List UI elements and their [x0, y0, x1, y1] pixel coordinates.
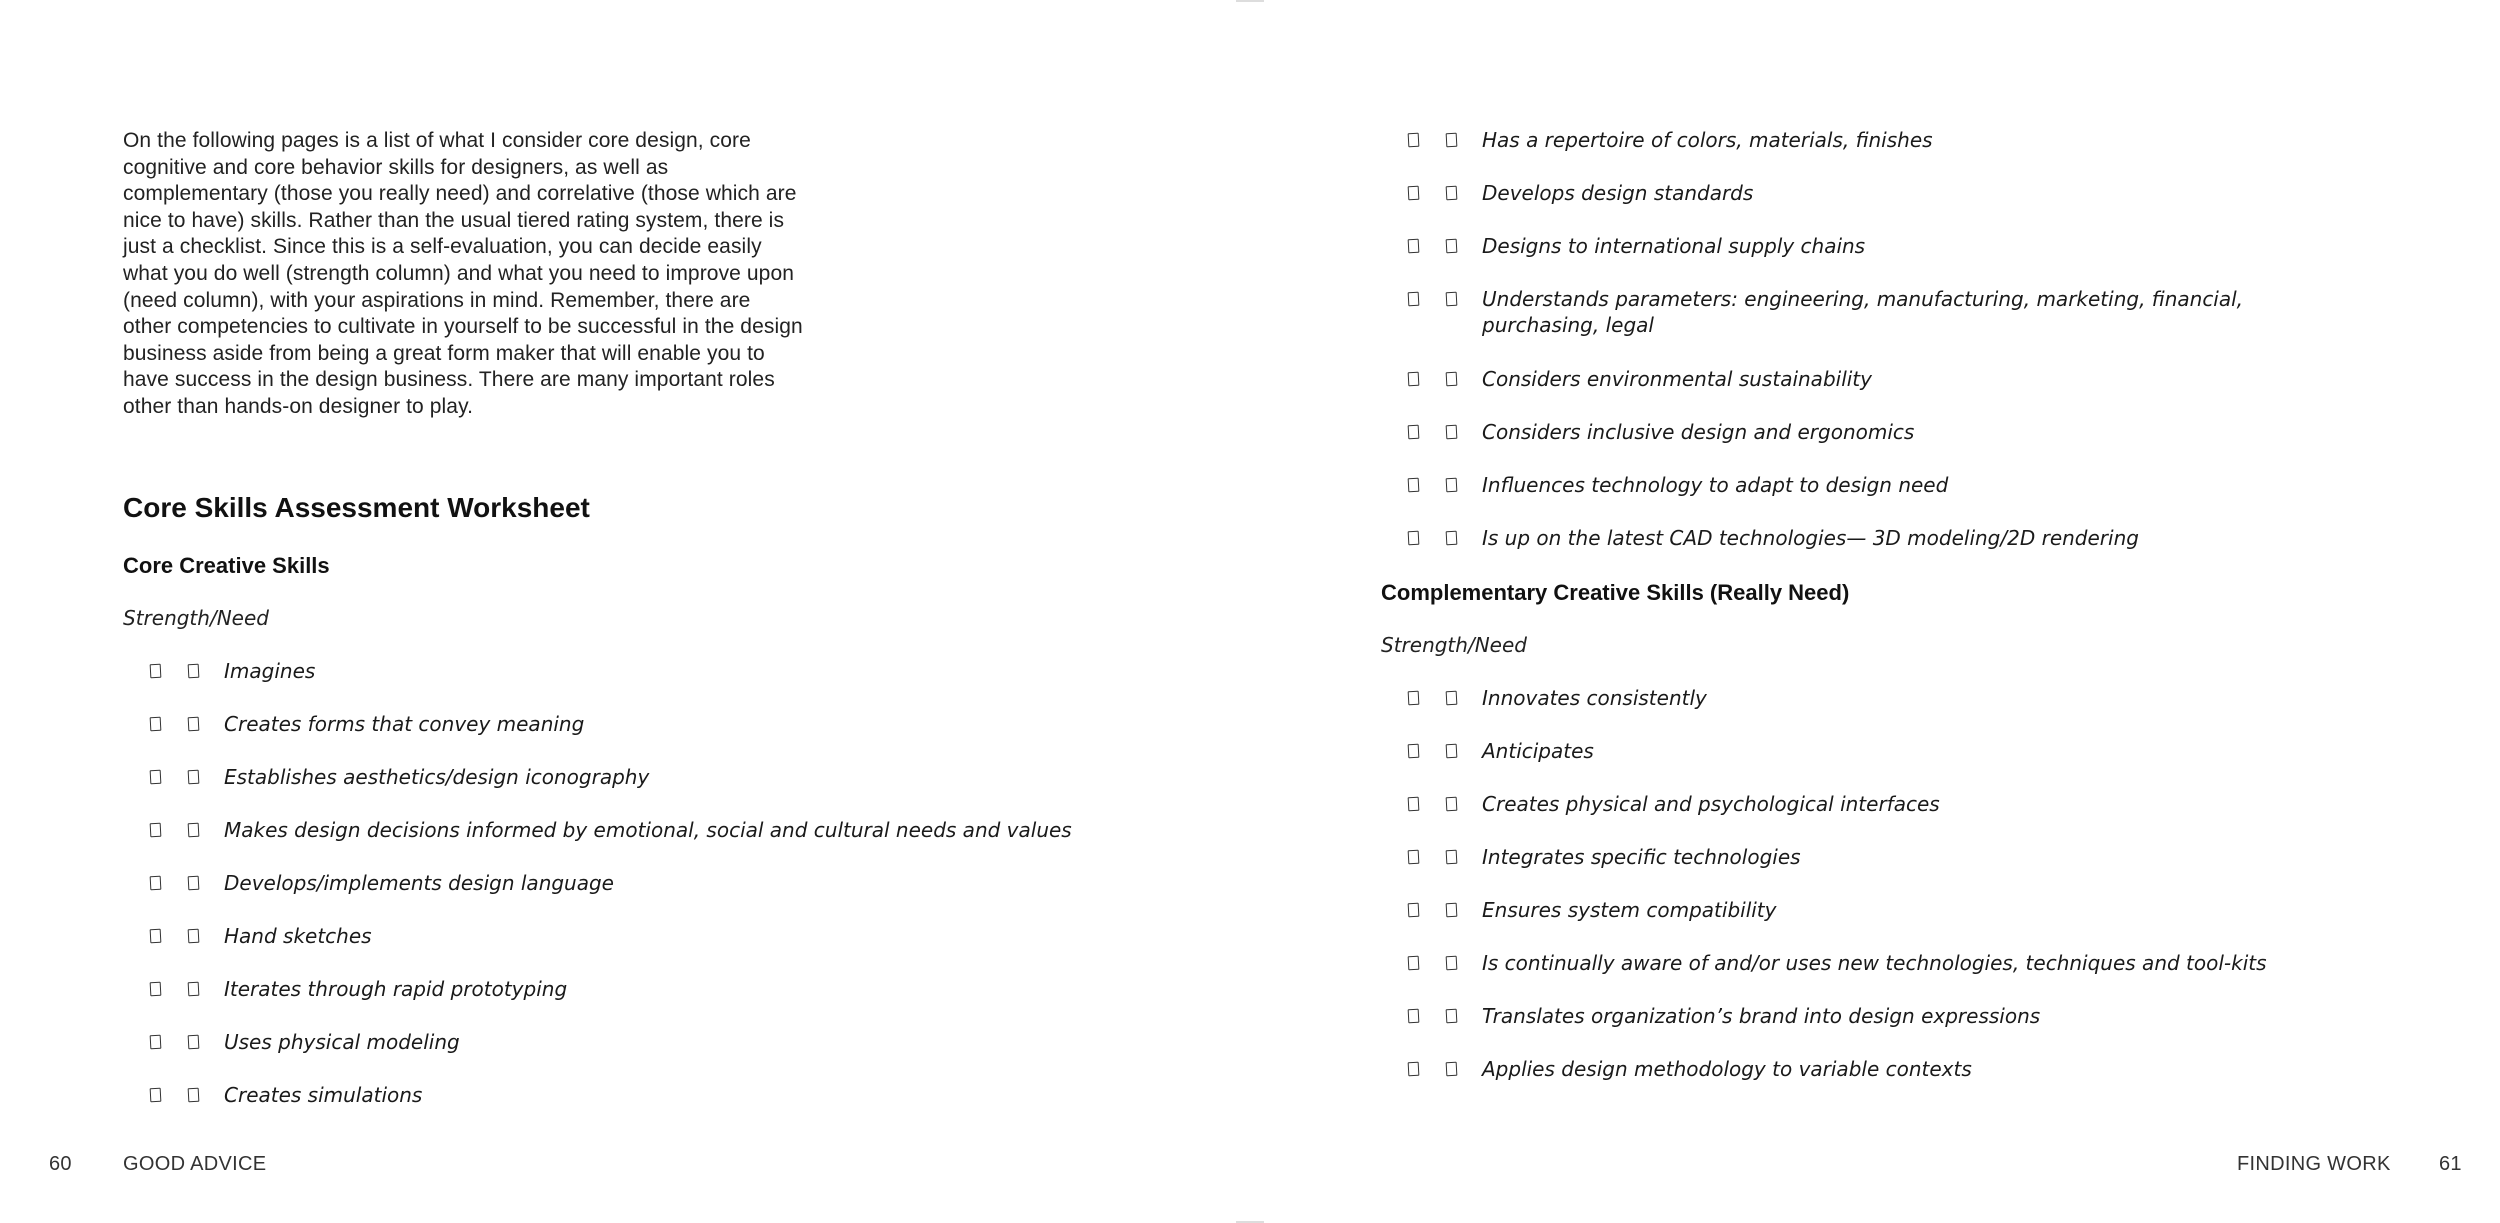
strength-checkbox[interactable]: [1408, 1009, 1420, 1024]
need-checkbox[interactable]: [188, 717, 200, 732]
strength-need-label-right: Strength/Need: [1381, 633, 1527, 657]
strength-checkbox[interactable]: [150, 1088, 162, 1103]
checklist-item-label: Has a repertoire of colors, materials, finishes: [1482, 128, 1933, 152]
strength-checkbox[interactable]: [1408, 691, 1420, 706]
need-checkbox[interactable]: [1446, 133, 1458, 148]
need-checkbox[interactable]: [1446, 1009, 1458, 1024]
checklist-item-label: Translates organization’s brand into design expressions: [1482, 1004, 2041, 1028]
checklist-item-label: Makes design decisions informed by emotional, social and cultural needs and values: [224, 818, 1072, 842]
need-checkbox[interactable]: [1446, 1062, 1458, 1077]
strength-checkbox[interactable]: [1408, 850, 1420, 865]
need-checkbox[interactable]: [1446, 292, 1458, 307]
need-checkbox[interactable]: [188, 929, 200, 944]
need-checkbox[interactable]: [188, 876, 200, 891]
strength-checkbox[interactable]: [1408, 186, 1420, 201]
checklist-item-label: Ensures system compatibility: [1482, 898, 1777, 922]
strength-checkbox[interactable]: [1408, 744, 1420, 759]
need-checkbox[interactable]: [1446, 186, 1458, 201]
need-checkbox[interactable]: [1446, 478, 1458, 493]
need-checkbox[interactable]: [188, 823, 200, 838]
page-number-right: 61: [2439, 1153, 2462, 1175]
checklist-item-label: Understands parameters: engineering, manufacturing, marketing, financial, purchasing, legal: [1482, 287, 2244, 337]
need-checkbox[interactable]: [188, 1035, 200, 1050]
checklist-item-label: Uses physical modeling: [224, 1030, 460, 1054]
strength-checkbox[interactable]: [150, 929, 162, 944]
need-checkbox[interactable]: [1446, 372, 1458, 387]
strength-checkbox[interactable]: [1408, 903, 1420, 918]
checklist-item-label: Considers environmental sustainability: [1482, 367, 1872, 391]
strength-checkbox[interactable]: [1408, 478, 1420, 493]
need-checkbox[interactable]: [188, 982, 200, 997]
strength-checkbox[interactable]: [1408, 1062, 1420, 1077]
checklist-item-label: Creates simulations: [224, 1083, 423, 1107]
strength-checkbox[interactable]: [150, 982, 162, 997]
checklist-item-label: Influences technology to adapt to design need: [1482, 473, 1949, 497]
strength-checkbox[interactable]: [150, 876, 162, 891]
checklist-item-label: Integrates specific technologies: [1482, 845, 1801, 869]
checklist-item-label: Hand sketches: [224, 924, 372, 948]
checklist-item-label: Develops/implements design language: [224, 871, 614, 895]
checklist-item-label: Designs to international supply chains: [1482, 234, 1866, 258]
right-page: [1250, 0, 2500, 1223]
strength-need-label: Strength/Need: [123, 606, 269, 630]
need-checkbox[interactable]: [1446, 425, 1458, 440]
checklist-item-label: Creates physical and psychological interfaces: [1482, 792, 1940, 816]
strength-checkbox[interactable]: [1408, 372, 1420, 387]
need-checkbox[interactable]: [1446, 797, 1458, 812]
checklist-item-label: Iterates through rapid prototyping: [224, 977, 568, 1001]
strength-checkbox[interactable]: [150, 823, 162, 838]
checklist-item-label: Applies design methodology to variable contexts: [1482, 1057, 1972, 1081]
checklist-item-label: Imagines: [224, 659, 316, 683]
need-checkbox[interactable]: [1446, 691, 1458, 706]
checklist-item-label: Develops design standards: [1482, 181, 1754, 205]
checklist-item-label: Is continually aware of and/or uses new technologies, techniques and tool-kits: [1482, 951, 2267, 975]
section-title-complementary: Complementary Creative Skills (Really Need): [1381, 580, 1850, 605]
need-checkbox[interactable]: [1446, 239, 1458, 254]
strength-checkbox[interactable]: [150, 1035, 162, 1050]
page-number-left: 60: [49, 1153, 72, 1175]
need-checkbox[interactable]: [1446, 956, 1458, 971]
need-checkbox[interactable]: [1446, 744, 1458, 759]
checklist-item-label: Innovates consistently: [1482, 686, 1707, 710]
need-checkbox[interactable]: [188, 770, 200, 785]
strength-checkbox[interactable]: [150, 664, 162, 679]
running-head-right: FINDING WORK: [2237, 1153, 2391, 1175]
checklist-item-label: Is up on the latest CAD technologies— 3D modeling/2D rendering: [1482, 526, 2139, 550]
checklist-item-label: Considers inclusive design and ergonomics: [1482, 420, 1915, 444]
need-checkbox[interactable]: [188, 664, 200, 679]
checklist-item-label: Establishes aesthetics/design iconography: [224, 765, 650, 789]
strength-checkbox[interactable]: [1408, 425, 1420, 440]
strength-checkbox[interactable]: [1408, 531, 1420, 546]
need-checkbox[interactable]: [1446, 850, 1458, 865]
need-checkbox[interactable]: [188, 1088, 200, 1103]
need-checkbox[interactable]: [1446, 531, 1458, 546]
worksheet-title: Core Skills Assessment Worksheet: [123, 492, 590, 523]
running-head-left: GOOD ADVICE: [123, 1153, 267, 1175]
strength-checkbox[interactable]: [1408, 797, 1420, 812]
strength-checkbox[interactable]: [1408, 239, 1420, 254]
strength-checkbox[interactable]: [1408, 956, 1420, 971]
intro-paragraph: On the following pages is a list of what I consider core design, core cognitive and core behavior skills for designers, as well as complementary (those you really need) and correlative (those which are nice to have) skills. Rather than the usual tiered rating system, there is just a checklist. Since this is a self-evaluation, you can decide easily what you do well (strength column) and what you need to improve upon (need column), with your aspirations in mind. Remember, there are other competencies to cultivate in yourself to be successful in the design business aside from being a great form maker that will enable you to have success in the design business. There are many important roles other than hands-on designer to play.: [123, 129, 803, 418]
need-checkbox[interactable]: [1446, 903, 1458, 918]
strength-checkbox[interactable]: [150, 717, 162, 732]
checklist-item-label: Creates forms that convey meaning: [224, 712, 585, 736]
checklist-item-label: Anticipates: [1482, 739, 1594, 763]
strength-checkbox[interactable]: [150, 770, 162, 785]
strength-checkbox[interactable]: [1408, 292, 1420, 307]
section-title-core-creative: Core Creative Skills: [123, 553, 330, 578]
strength-checkbox[interactable]: [1408, 133, 1420, 148]
